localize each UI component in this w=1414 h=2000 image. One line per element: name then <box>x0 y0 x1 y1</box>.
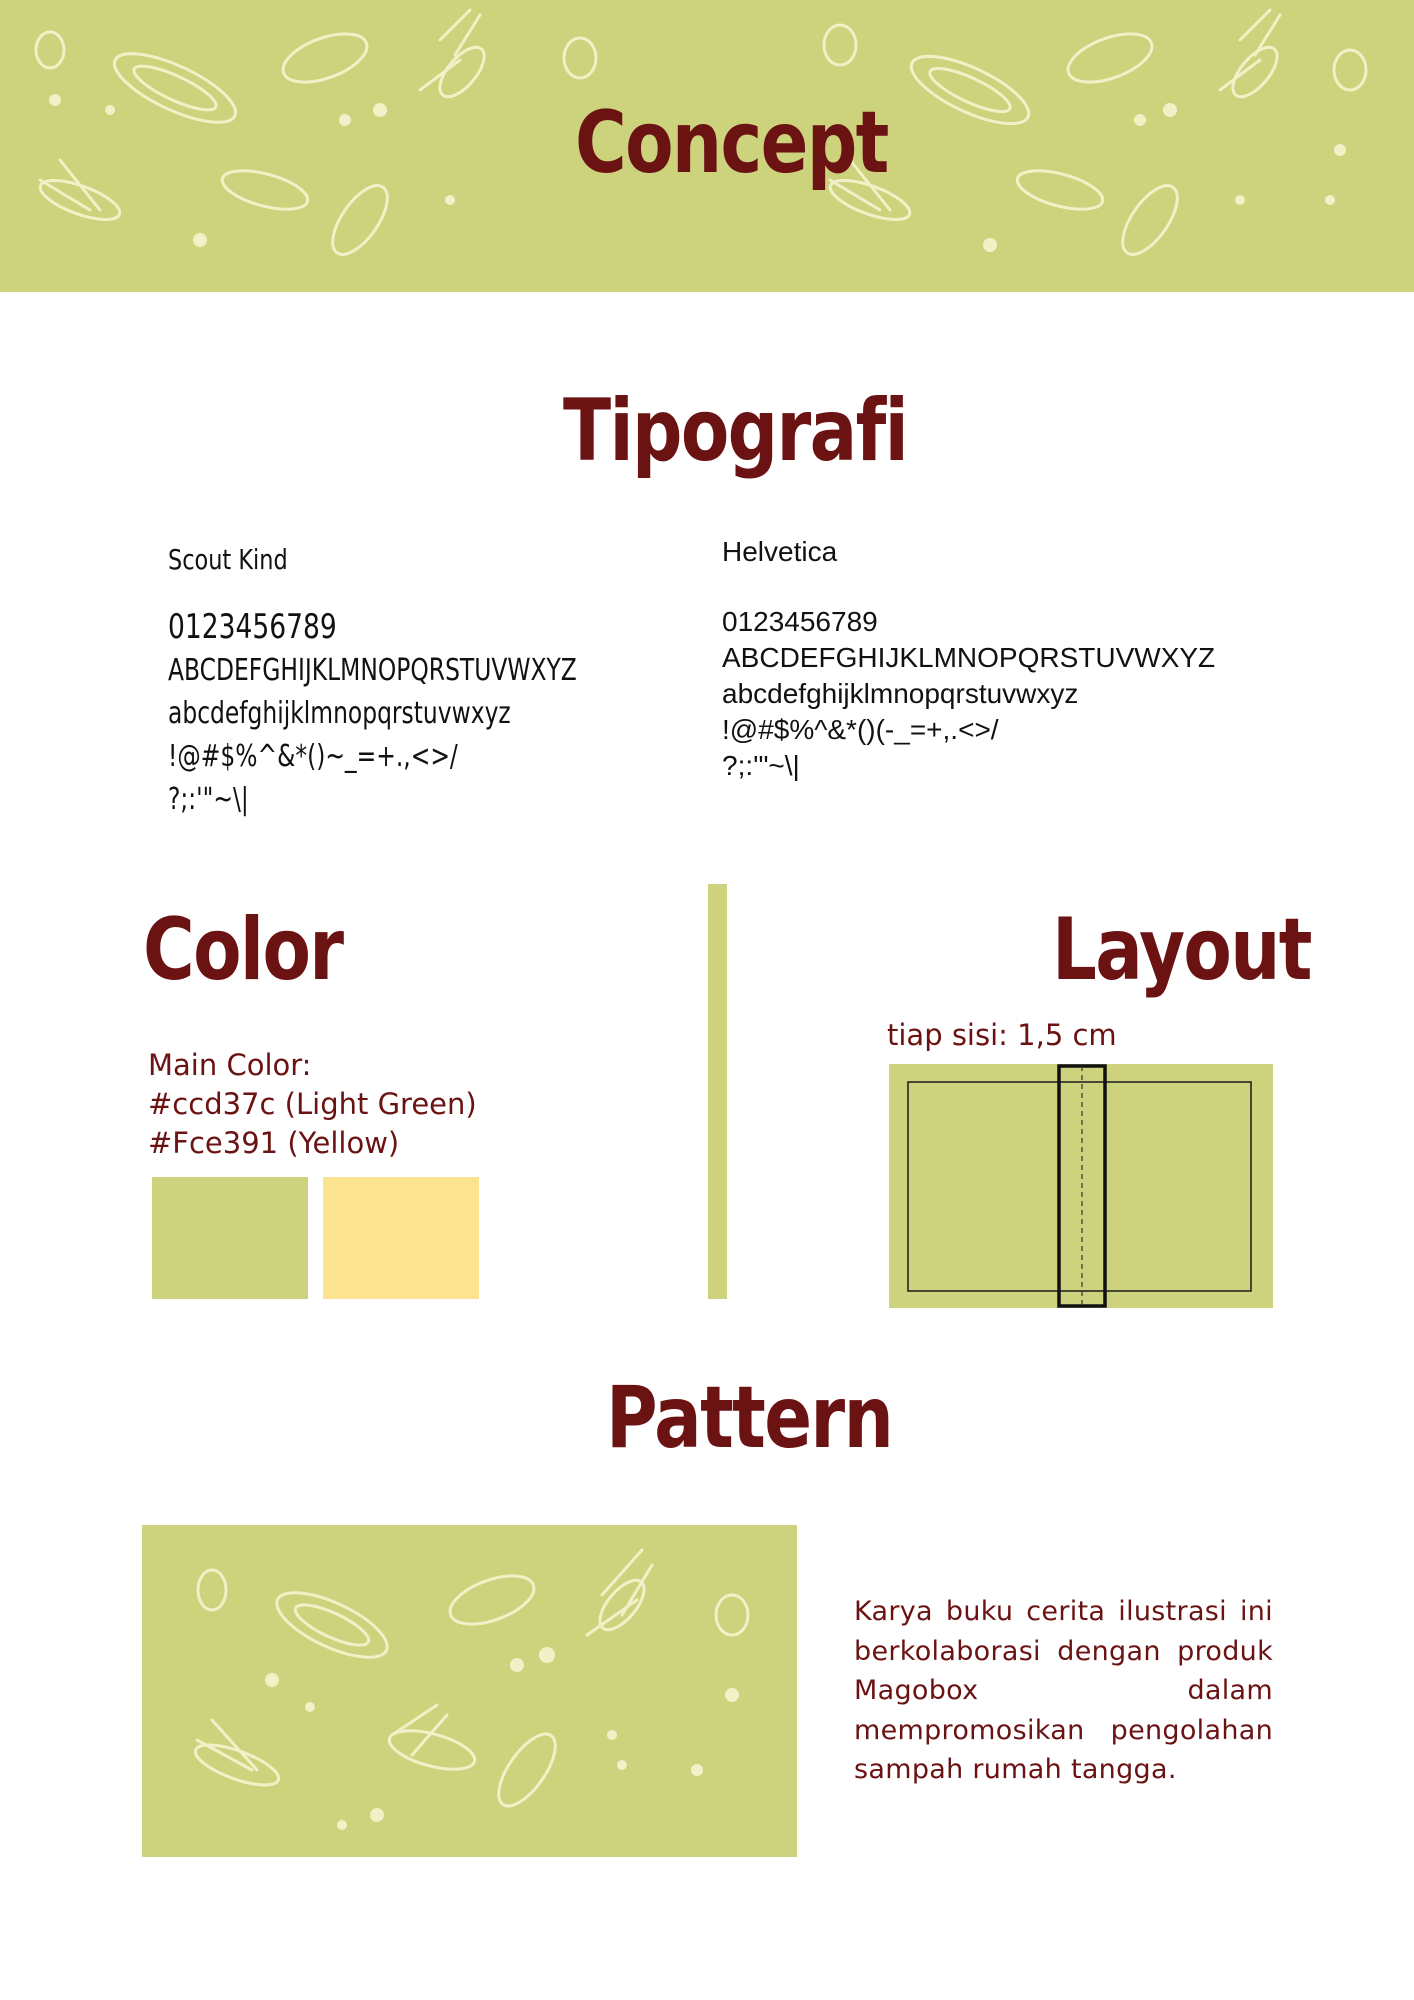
font-uppercase: ABCDEFGHIJKLMNOPQRSTUVWXYZ <box>722 642 1216 673</box>
section-title-layout: Layout <box>1052 900 1311 1000</box>
font-lowercase: abcdefghijklmnopqrstuvwxyz <box>722 678 1079 709</box>
color-entry: #ccd37c (Light Green) <box>148 1087 477 1121</box>
font-symbols: !@#$%^&*()~_=+.,<>/ <box>168 739 458 774</box>
font-name: Scout Kind <box>168 543 288 576</box>
font-digits: 0123456789 <box>722 606 878 637</box>
color-swatch-yellow <box>323 1177 479 1299</box>
pattern-sample <box>142 1525 797 1857</box>
pattern-description: Karya buku cerita ilustrasi ini berkolaborasi dengan produk Magobox dalam mempromosikan pengolahan sampah rumah tangga. <box>854 1596 1273 1785</box>
font-name: Helvetica <box>722 536 838 567</box>
font-lowercase: abcdefghijklmnopqrstuvwxyz <box>168 696 511 731</box>
section-divider <box>708 884 727 1299</box>
font-specimen-helvetica <box>722 536 1215 784</box>
font-symbols: ?;:'"~\| <box>168 782 249 817</box>
section-title-pattern: Pattern <box>606 1368 893 1468</box>
font-uppercase: ABCDEFGHIJKLMNOPQRSTUVWXYZ <box>168 653 577 688</box>
bee-larva-pattern <box>142 1525 797 1857</box>
font-symbols: ?;:'"~\| <box>722 750 800 781</box>
color-swatch-green <box>152 1177 308 1299</box>
font-specimen-scout-kind <box>168 543 692 821</box>
book-spread-diagram <box>889 1064 1273 1308</box>
color-entry: #Fce391 (Yellow) <box>148 1126 400 1160</box>
font-symbols: !@#$%^&*()(-_=+,.<>/ <box>722 714 999 745</box>
page-title: Concept <box>575 93 888 193</box>
font-digits: 0123456789 <box>168 607 337 647</box>
color-info <box>148 1046 477 1163</box>
layout-diagram <box>889 1064 1273 1308</box>
section-title-color: Color <box>143 900 343 1000</box>
main-color-label: Main Color: <box>148 1048 312 1082</box>
section-title-tipografi: Tipografi <box>563 381 908 481</box>
layout-margin-note: tiap sisi: 1,5 cm <box>887 1018 1117 1052</box>
margin-guide <box>908 1082 1251 1291</box>
